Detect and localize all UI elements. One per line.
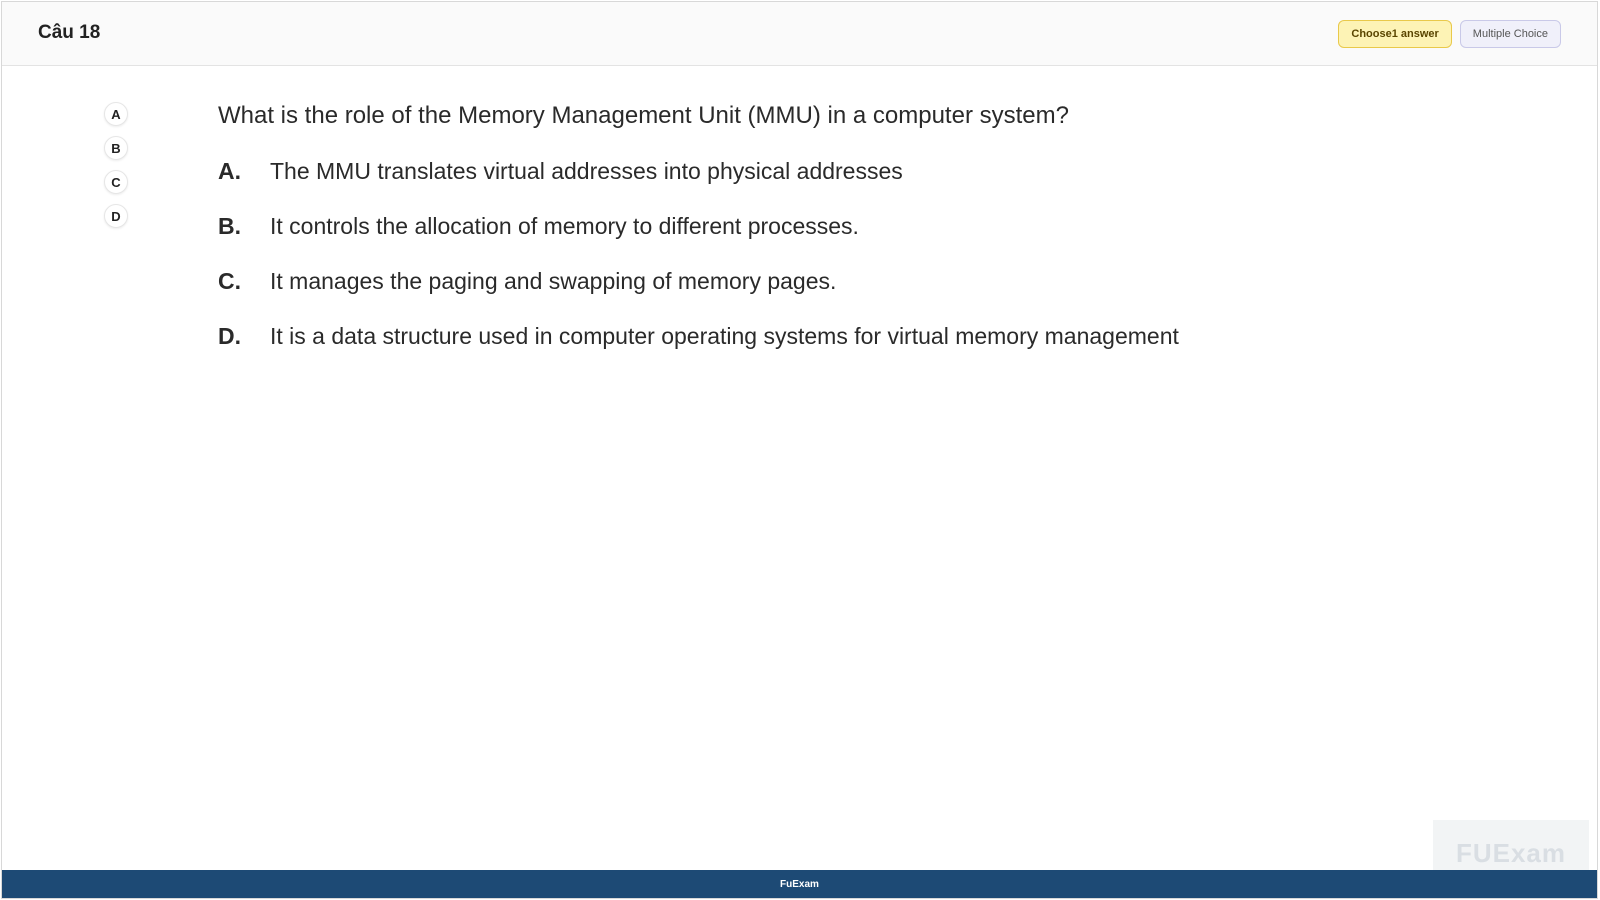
option-letter: A.: [218, 158, 241, 184]
option-letter: D.: [218, 323, 241, 349]
choose-answer-badge: Choose1 answer: [1338, 20, 1451, 48]
option-b[interactable]: [218, 213, 1179, 268]
answer-selector: [104, 102, 128, 228]
option-letter: B.: [218, 213, 241, 239]
footer-bar: [2, 870, 1597, 898]
answer-button-d[interactable]: D: [104, 204, 128, 228]
option-text: The MMU translates virtual addresses into physical addresses: [270, 158, 903, 184]
watermark-logo-text: FUExam: [1455, 837, 1567, 868]
exam-window: [1, 1, 1598, 899]
option-list: [218, 158, 1179, 378]
header-badges: [1338, 20, 1561, 48]
answer-button-c[interactable]: C: [104, 170, 128, 194]
option-text: It manages the paging and swapping of memory pages.: [270, 268, 837, 294]
option-letter: C.: [218, 268, 241, 294]
question-number: Câu 18: [38, 22, 101, 43]
option-text: It controls the allocation of memory to different processes.: [270, 213, 859, 239]
option-c[interactable]: [218, 268, 1179, 323]
option-a[interactable]: [218, 158, 1179, 213]
question-type-badge: Multiple Choice: [1460, 20, 1561, 48]
footer-brand: FuExam: [780, 878, 819, 890]
option-d[interactable]: [218, 323, 1179, 378]
answer-button-b[interactable]: B: [104, 136, 128, 160]
answer-button-a[interactable]: A: [104, 102, 128, 126]
question-header: [2, 2, 1597, 66]
question-text: What is the role of the Memory Management Unit (MMU) in a computer system?: [218, 102, 1069, 129]
option-text: It is a data structure used in computer operating systems for virtual memory management: [270, 323, 1179, 349]
